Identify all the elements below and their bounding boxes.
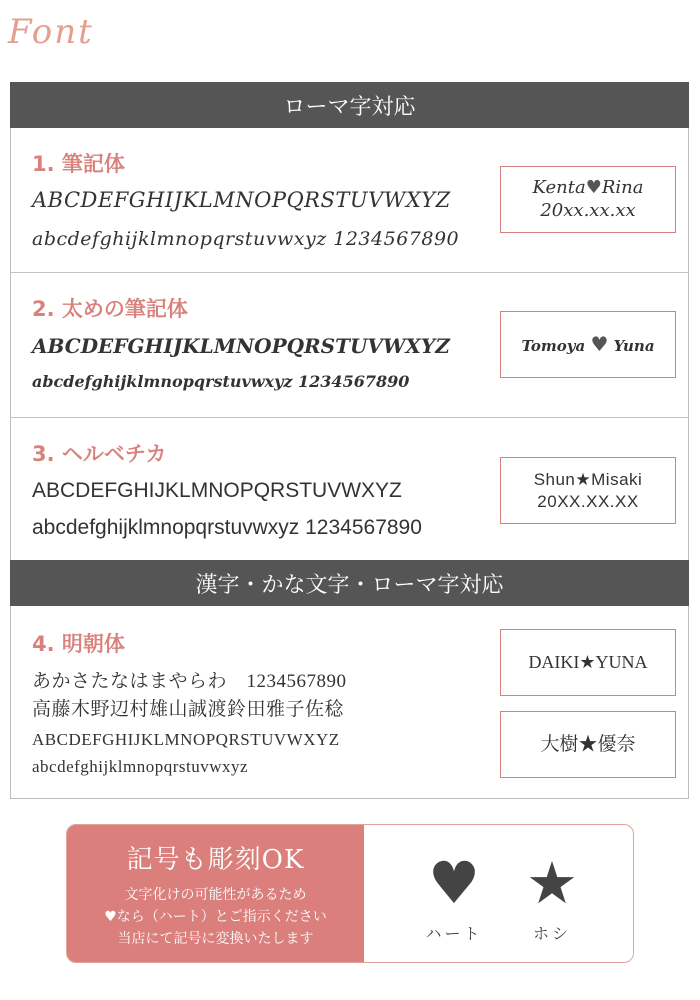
mincho-sample-kanji: 大樹★優奈 (540, 733, 636, 755)
heart-label: ハート (425, 924, 483, 943)
star-symbol (512, 849, 592, 944)
cursive-lowercase: abcdefghijklmnopqrstuvwxyz 1234567890 (32, 228, 460, 250)
sample-name-left: Kenta (532, 177, 586, 198)
cursive-sample-names (533, 177, 644, 200)
heart-icon: ♥ (428, 849, 480, 917)
mincho-uppercase: ABCDEFGHIJKLMNOPQRSTUVWXYZ (32, 730, 340, 749)
font-logo: Font (8, 12, 94, 52)
mincho-kanji: 高藤木野辺村雄山誠渡鈴田雅子佐稔 (32, 699, 345, 720)
heart-icon: ♥ (585, 177, 602, 198)
sample-name-right: Yuna (613, 337, 655, 355)
mincho-lowercase: abcdefghijklmnopqrstuvwxyz (32, 757, 249, 776)
section-divider (10, 417, 689, 418)
symbols-title: 記号も彫刻OK (126, 845, 305, 875)
mincho-sample-box-romaji (500, 629, 676, 696)
symbols-note-line: 当店にて記号に変換いたします (117, 931, 314, 947)
star-icon: ★ (526, 849, 578, 917)
section-title-cursive: 1. 筆記体 (32, 152, 125, 176)
star-label: ホシ (532, 924, 571, 943)
cursive-sample-box (500, 166, 676, 233)
sample-name-right: Rina (601, 177, 644, 198)
heart-icon: ♥ (590, 332, 609, 356)
bold-cursive-sample-names (521, 332, 654, 357)
kanji-kana-band: 漢字・かな文字・ローマ字対応 (10, 560, 689, 606)
helvetica-uppercase: ABCDEFGHIJKLMNOPQRSTUVWXYZ (32, 479, 402, 502)
bold-cursive-uppercase: ABCDEFGHIJKLMNOPQRSTUVWXYZ (32, 334, 450, 358)
section-title-bold-cursive: 2. 太めの筆記体 (32, 297, 188, 321)
sample-name-left: Tomoya (521, 337, 586, 355)
cursive-uppercase: ABCDEFGHIJKLMNOPQRSTUVWXYZ (32, 188, 451, 212)
symbols-info-panel (67, 825, 364, 962)
symbols-note-line: 文字化けの可能性があるため (124, 887, 307, 903)
symbols-note-line: ♥なら（ハート）とご指示ください (104, 909, 327, 925)
bold-cursive-lowercase: abcdefghijklmnopqrstuvwxyz 1234567890 (32, 372, 410, 391)
section-title-helvetica: 3. ヘルベチカ (32, 442, 167, 466)
heart-symbol (414, 849, 494, 944)
romaji-band: ローマ字対応 (10, 82, 689, 128)
section-title-mincho: 4. 明朝体 (32, 632, 125, 656)
section-divider (10, 272, 689, 273)
mincho-sample-box-kanji (500, 711, 676, 778)
helvetica-sample-box (500, 457, 676, 524)
symbols-note (67, 884, 364, 950)
helvetica-sample-line1: Shun★Misaki (533, 470, 643, 490)
helvetica-sample-line2: 20XX.XX.XX (537, 491, 639, 511)
mincho-kana: あかさたなはまやらわ 1234567890 (32, 671, 347, 692)
symbols-box (66, 824, 634, 963)
cursive-sample-date: 20xx.xx.xx (540, 199, 636, 221)
helvetica-lowercase: abcdefghijklmnopqrstuvwxyz 1234567890 (32, 516, 422, 539)
bold-cursive-sample-box (500, 311, 676, 378)
mincho-sample-romaji: DAIKI★YUNA (528, 652, 648, 673)
